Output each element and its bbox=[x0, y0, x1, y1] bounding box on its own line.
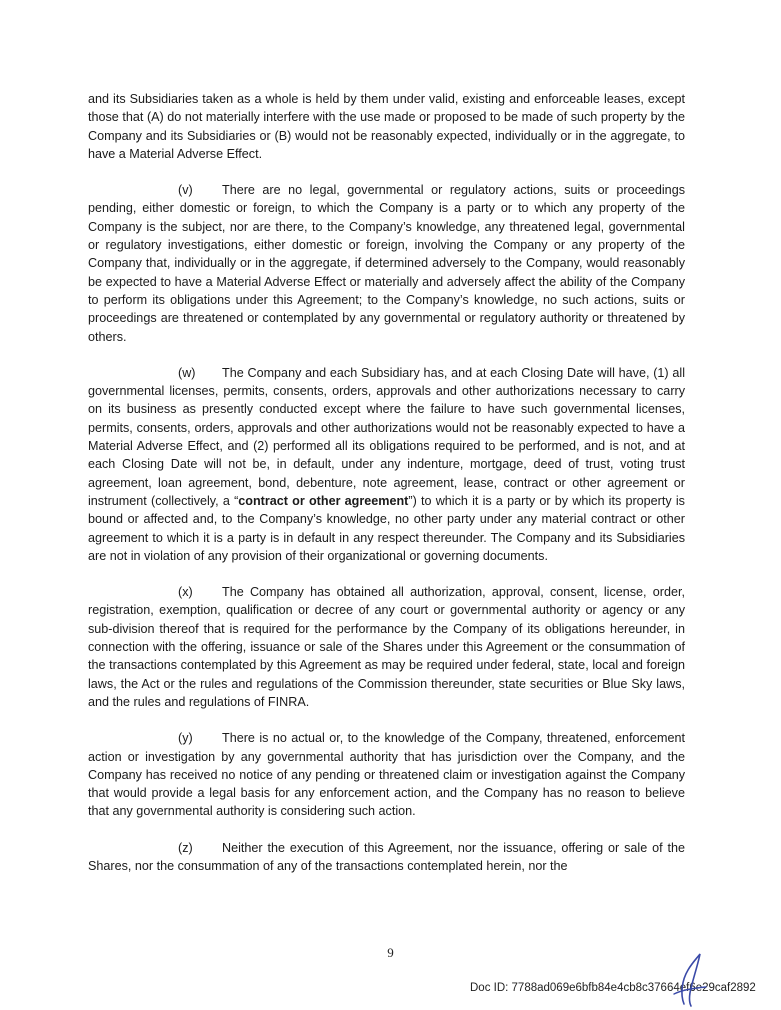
opening-paragraph: and its Subsidiaries taken as a whole is held by them under valid, existing and enforceable leases, except those that (A) do not materially interfere with the use made or proposed to be made of such property by the Company and its Subsidiaries or (B) would not be reasonably expected, individually or in the aggregate, to have a Material Adverse Effect. bbox=[88, 92, 685, 161]
section-marker: (y) bbox=[178, 731, 193, 746]
section-marker: (x) bbox=[178, 585, 193, 600]
section-text: The Company and each Subsidiary has, and at each Closing Date will have, (1) all governmental licenses, permits, consents, orders, approvals and other authorizations necessary to carry on its business as presently conducted except where the failure to have such governmental licenses, permits, consents, orders, approvals and other authorizations would not be reasonably expected to have a Material Adverse Effect, and (2) performed all its obligations required to be performed, and is not, and at each Closing Date will not be, in default, under any indenture, mortgage, deed of trust, voting trust agreement, loan agreement, bond, debenture, note agreement, lease, contract or other agreement or instrument (collectively, a “ bbox=[88, 365, 685, 508]
section-text: The Company has obtained all authorization, approval, consent, license, order, registration, exemption, qualification or decree of any court or governmental authority or agency or any sub-division thereof that is required for the performance by the Company of its obligations hereunder, in connection with the offering, issuance or sale of the Shares under this Agreement or the consummation of the transactions contemplated by this Agreement as may be required under federal, state, local and foreign laws, the Act or the rules and regulations of the Commission thereunder, state securities or Blue Sky laws, and the rules and regulations of FINRA. bbox=[88, 585, 685, 709]
section-v bbox=[88, 181, 685, 346]
section-z bbox=[88, 839, 685, 876]
section-marker: (z) bbox=[178, 840, 193, 855]
section-text: Neither the execution of this Agreement, nor the issuance, offering or sale of the Shares, nor the consummation of any of the transactions contemplated herein, nor the bbox=[88, 840, 685, 873]
section-y bbox=[88, 729, 685, 820]
section-text: There are no legal, governmental or regulatory actions, suits or proceedings pending, either domestic or foreign, to which the Company is a party or to which any property of the Company is the subject, nor are there, to the Company’s knowledge, any threatened legal, governmental or regulatory investigations, either domestic or foreign, involving the Company or any property of the Company that, individually or in the aggregate, if determined adversely to the Company, would reasonably be expected to have a Material Adverse Effect or materially and adversely affect the ability of the Company to perform its obligations under this Agreement; to the Company’s knowledge, no such actions, suits or proceedings are threatened or contemplated by any governmental or regulatory authority or threatened by others. bbox=[88, 183, 685, 344]
section-text: ”) to which it is a party or by which its property is bound or affected and, to the Company’s knowledge, no other party under any material contract or other agreement to which it is a party is in default in any respect thereunder. The Company and its Subsidiaries are not in violation of any provision of their organizational or governing documents. bbox=[88, 493, 685, 563]
section-x bbox=[88, 583, 685, 711]
page-number: 9 bbox=[387, 945, 394, 960]
section-text: There is no actual or, to the knowledge of the Company, threatened, enforcement action or investigation by any governmental authority that has jurisdiction over the Company, and the Company has received no notice of any pending or threatened claim or investigation against the Company that would provide a legal basis for any enforcement action, and the Company has no reason to believe that any governmental authority is considering such action. bbox=[88, 731, 685, 819]
section-marker: (v) bbox=[178, 183, 193, 198]
signature-initials-icon bbox=[664, 950, 714, 1008]
section-marker: (w) bbox=[178, 365, 196, 380]
document-body bbox=[88, 90, 685, 893]
section-w bbox=[88, 364, 685, 565]
defined-term: contract or other agreement bbox=[238, 493, 409, 508]
doc-id-footer: Doc ID: 7788ad069e6bfb84e4cb8c37664ef6e29caf2892 bbox=[470, 982, 756, 994]
